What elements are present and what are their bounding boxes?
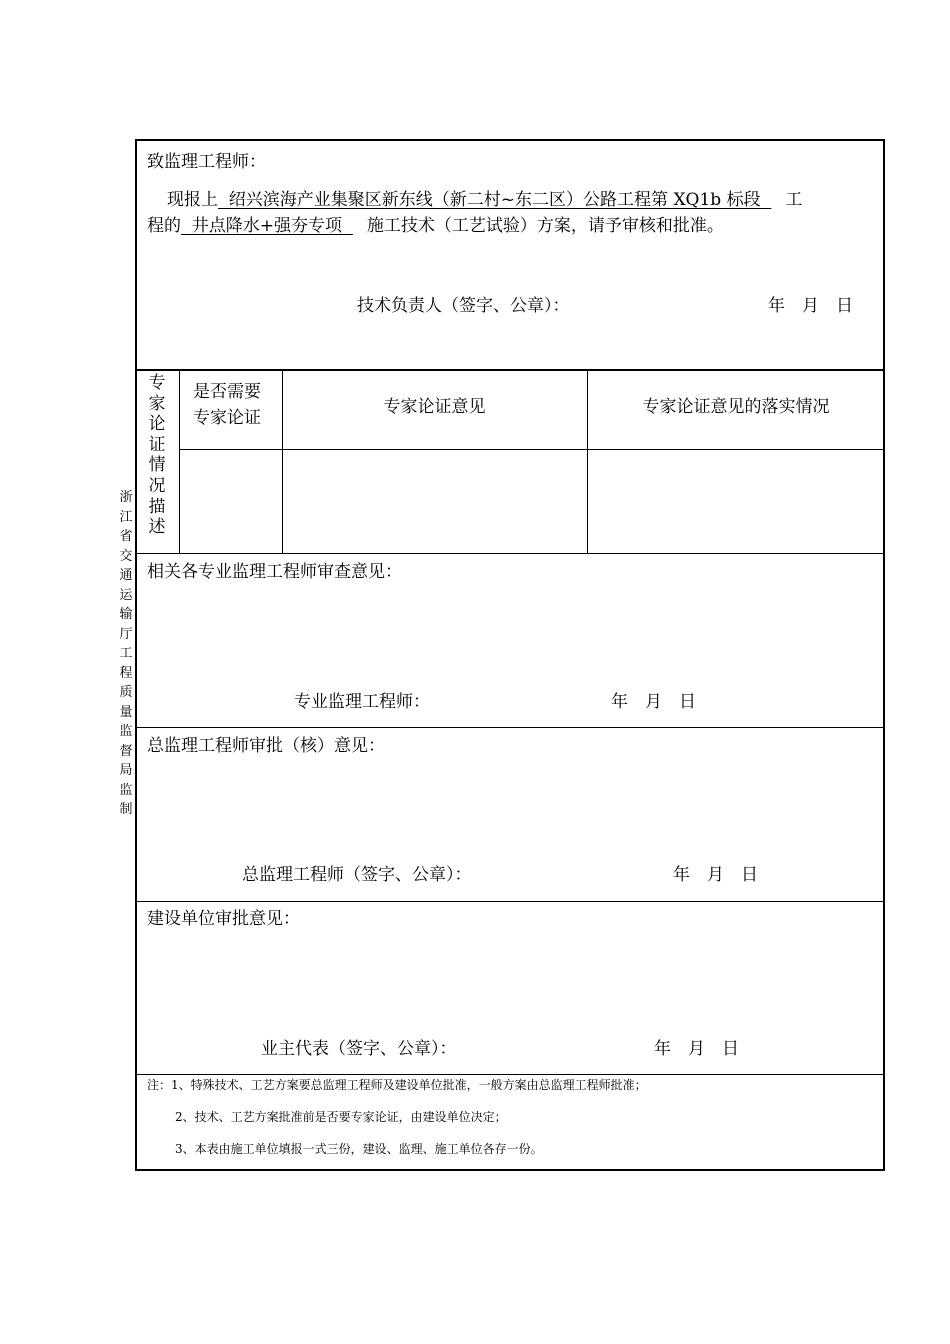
chief-review-area[interactable] xyxy=(137,755,883,855)
submit-line-1 xyxy=(167,185,802,210)
specialist-signature-label: 专业监理工程师： xyxy=(294,692,430,712)
project-name-field[interactable]: 绍兴滨海产业集聚区新东线（新二村~东二区）公路工程第 XQ1b 标段 xyxy=(218,190,772,210)
submit-line2-prefix: 程的 xyxy=(147,216,181,236)
divider xyxy=(137,901,883,902)
expert-opinion-cell[interactable] xyxy=(283,450,587,553)
submit-line2-suffix: 施工技术（工艺试验）方案，请予审核和批准。 xyxy=(366,216,724,236)
note-3: 3、本表由施工单位填报一式三份，建设、监理、施工单位各存一份。 xyxy=(175,1142,543,1156)
divider xyxy=(137,553,883,554)
note-1: 注：1、特殊技术、工艺方案要总监理工程师及建设单位批准，一般方案由总监理工程师批准； xyxy=(147,1078,647,1092)
submit-line-2 xyxy=(147,211,724,236)
expert-opinion-header: 专家论证意见 xyxy=(383,397,486,417)
side-note-issuer: 浙江省交通运输厅工程质量监督局监制 xyxy=(119,490,133,817)
specialist-review-title: 相关各专业监理工程师审查意见： xyxy=(147,562,402,582)
specialist-review-area[interactable] xyxy=(137,581,883,681)
technical-lead-date: 年 月 日 xyxy=(768,296,853,316)
owner-date: 年 月 日 xyxy=(654,1039,739,1059)
divider xyxy=(137,1074,883,1075)
owner-review-title: 建设单位审批意见： xyxy=(147,909,300,929)
expert-implementation-cell[interactable] xyxy=(588,450,885,553)
expert-needed-header: 是否需要专家论证 xyxy=(193,382,261,428)
chief-review-title: 总监理工程师审批（核）意见： xyxy=(147,736,385,756)
chief-date: 年 月 日 xyxy=(673,865,758,885)
owner-signature-label: 业主代表（签字、公章）： xyxy=(261,1039,457,1059)
expert-implementation-header: 专家论证意见的落实情况 xyxy=(642,397,830,417)
specialist-date: 年 月 日 xyxy=(611,692,696,712)
addressee: 致监理工程师： xyxy=(147,152,266,172)
submit-line1-suffix: 工 xyxy=(785,190,803,210)
divider xyxy=(137,369,883,371)
technical-lead-signature-label: 技术负责人（签字、公章）： xyxy=(357,296,570,316)
expert-section-label: 专家论证情况描述 xyxy=(148,373,166,538)
owner-review-area[interactable] xyxy=(137,929,883,1029)
construction-scheme-form xyxy=(135,139,885,1171)
scheme-name-field[interactable]: 井点降水+强夯专项 xyxy=(181,216,353,236)
note-2: 2、技术、工艺方案批准前是否要专家论证，由建设单位决定； xyxy=(175,1110,507,1124)
chief-signature-label: 总监理工程师（签字、公章）： xyxy=(242,865,472,885)
expert-needed-cell[interactable] xyxy=(180,450,282,553)
submit-line1-prefix: 现报上 xyxy=(167,190,218,210)
divider xyxy=(137,727,883,728)
